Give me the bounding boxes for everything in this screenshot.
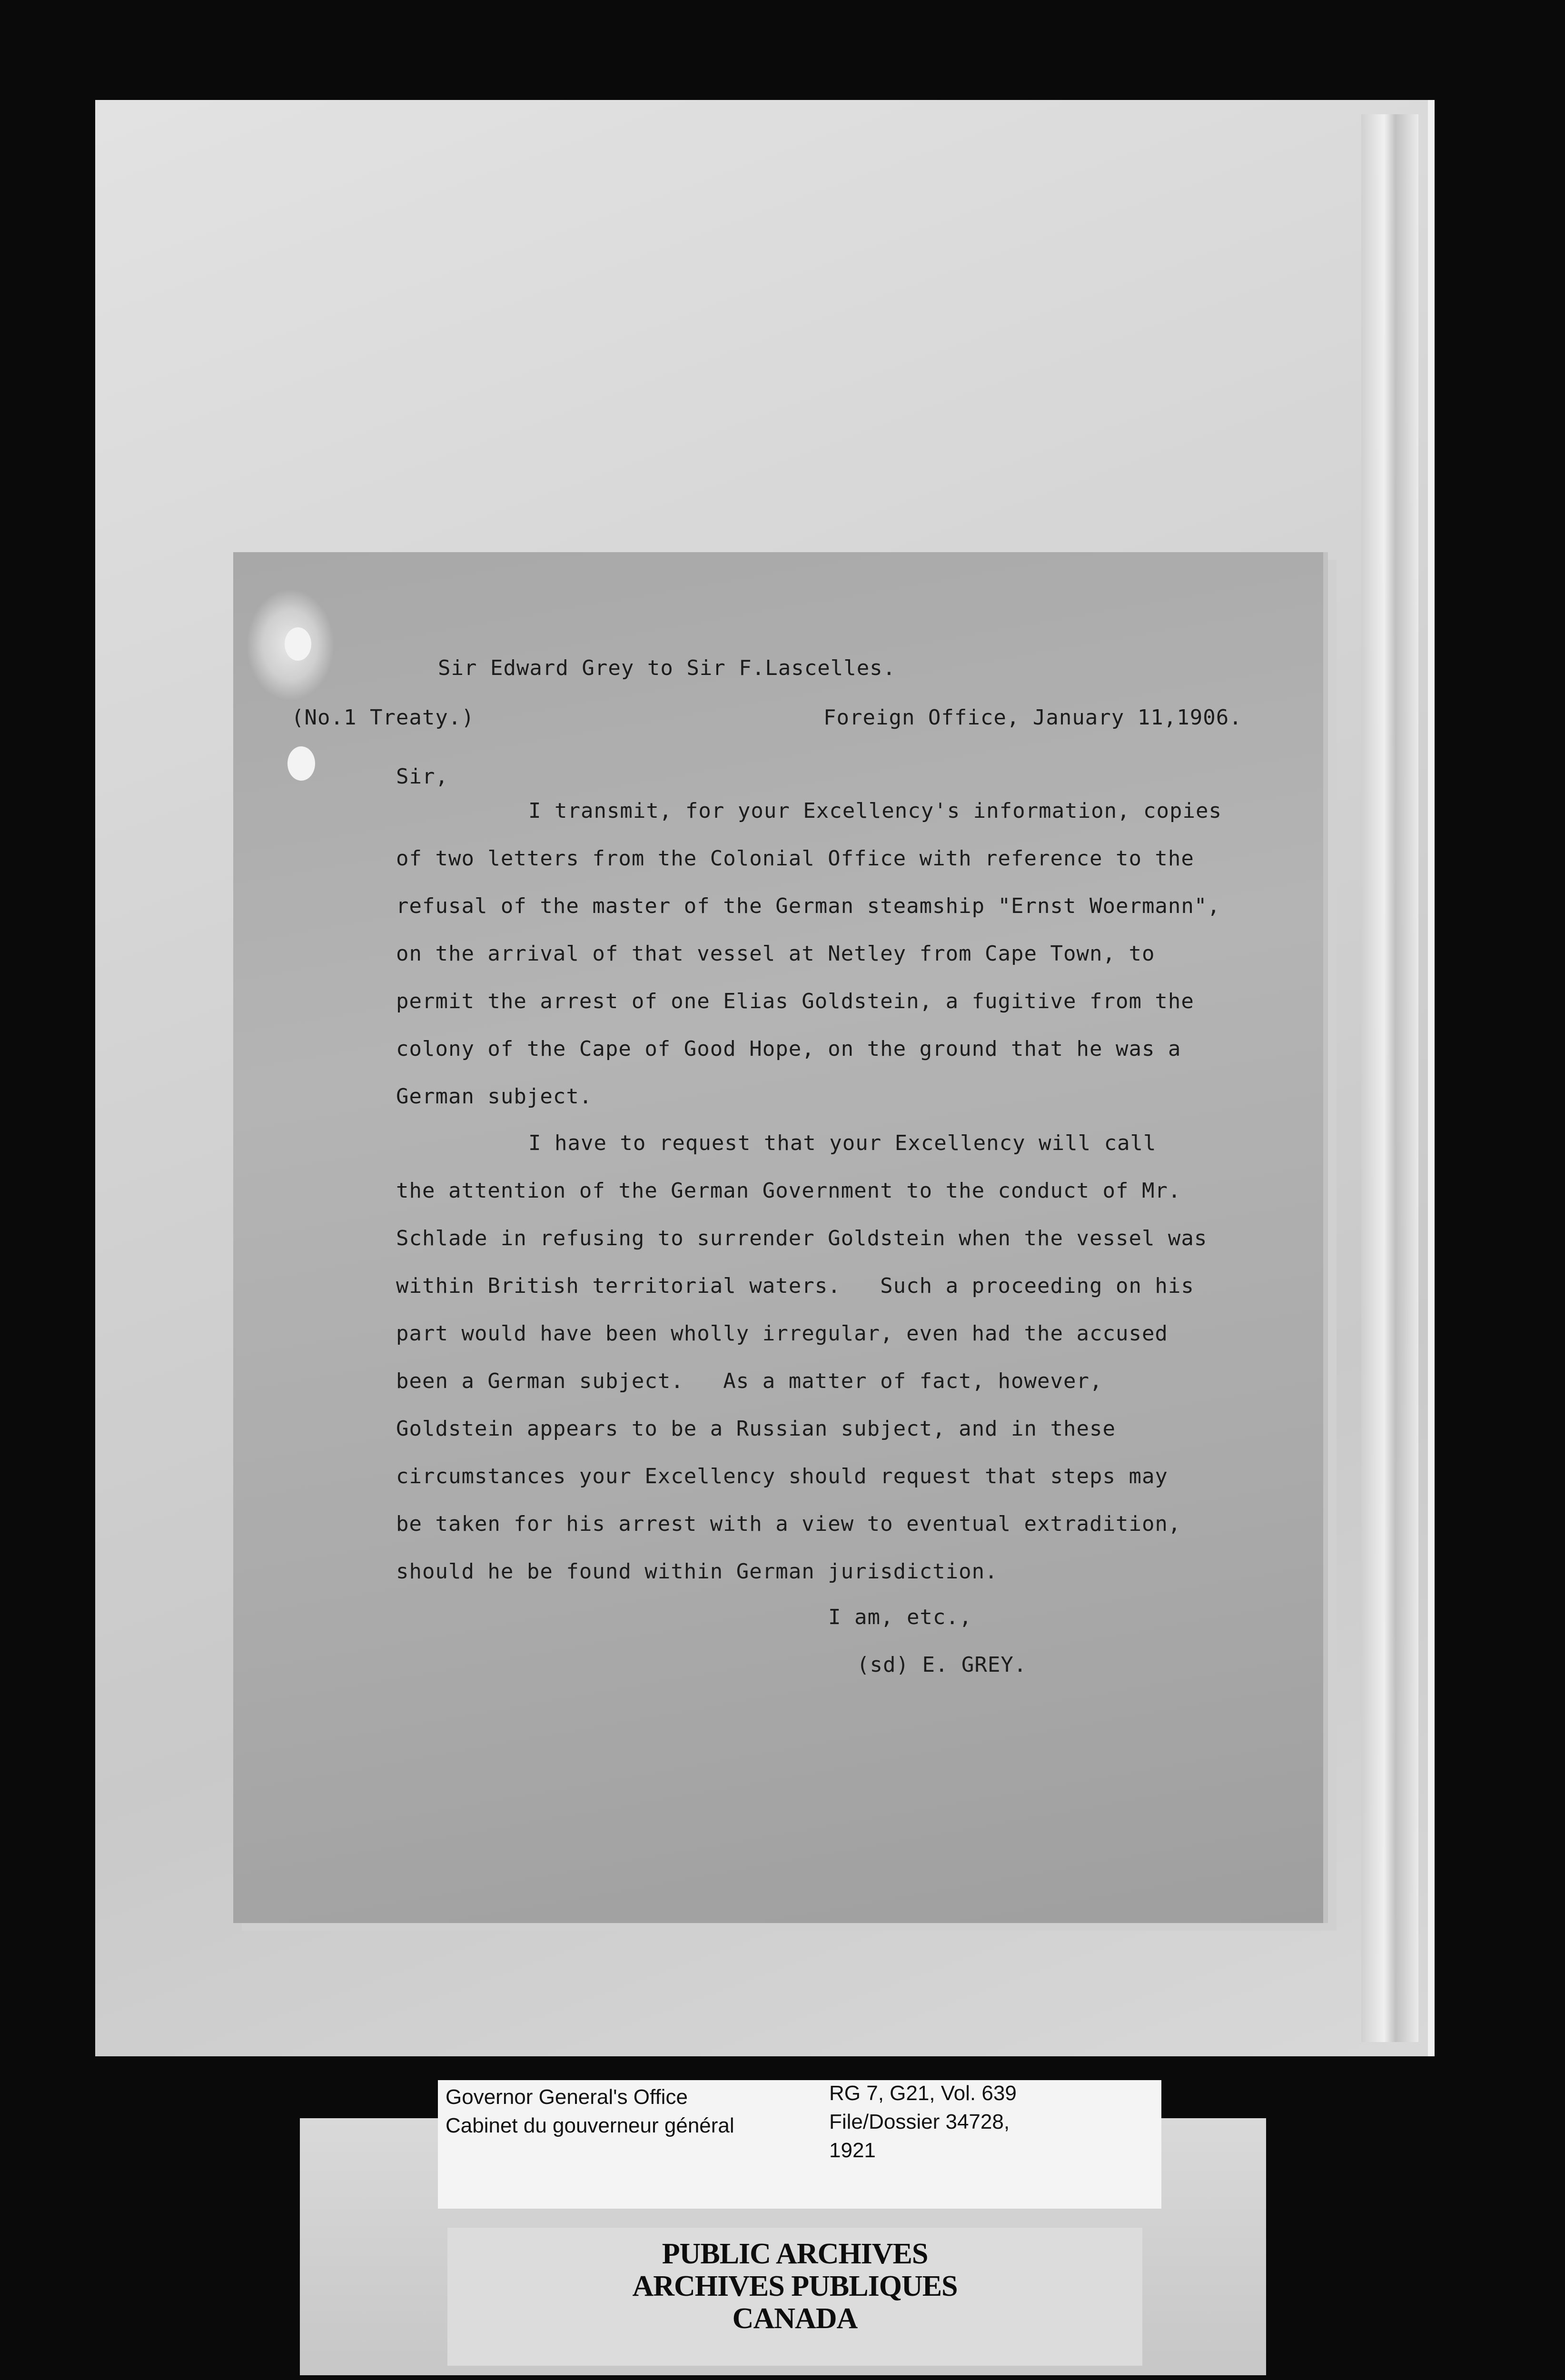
body-line: within British territorial waters. Such a proceeding on his <box>396 1274 1194 1298</box>
office-name-french: Cabinet du gouverneur général <box>446 2114 734 2137</box>
body-line: part would have been wholly irregular, even had the accused <box>396 1321 1168 1346</box>
body-line: circumstances your Excellency should request that steps may <box>396 1464 1168 1488</box>
body-line: been a German subject. As a matter of fact, however, <box>396 1369 1103 1393</box>
punch-hole <box>287 746 315 781</box>
sheet-edge <box>1361 114 1418 2042</box>
file-reference: File/Dossier 34728, <box>829 2110 1010 2133</box>
body-line: permit the arrest of one Elias Goldstein, a fugitive from the <box>396 989 1194 1013</box>
salutation: Sir, <box>396 764 448 789</box>
body-line: Goldstein appears to be a Russian subject, and in these <box>396 1417 1116 1441</box>
body-line: Schlade in refusing to surrender Goldstein when the vessel was <box>396 1226 1208 1250</box>
archive-stamp-line: PUBLIC ARCHIVES <box>662 2238 928 2270</box>
archive-stamp-line: CANADA <box>732 2302 858 2335</box>
letter-heading: Sir Edward Grey to Sir F.Lascelles. <box>438 656 896 680</box>
body-line: I have to request that your Excellency will call <box>528 1131 1157 1155</box>
body-line: the attention of the German Government to the conduct of Mr. <box>396 1179 1181 1203</box>
signature: (sd) E. GREY. <box>857 1653 1027 1677</box>
file-year: 1921 <box>829 2139 876 2162</box>
body-line: on the arrival of that vessel at Netley from Cape Town, to <box>396 942 1155 966</box>
body-line: of two letters from the Colonial Office with reference to the <box>396 846 1194 871</box>
body-line: I transmit, for your Excellency's information, copies <box>528 799 1222 823</box>
body-line: should he be found within German jurisdiction. <box>396 1559 998 1584</box>
treaty-reference: (No.1 Treaty.) <box>291 705 475 730</box>
body-line: colony of the Cape of Good Hope, on the ground that he was a <box>396 1037 1181 1061</box>
letter-date: Foreign Office, January 11,1906. <box>823 705 1242 730</box>
body-line: refusal of the master of the German steamship "Ernst Woermann", <box>396 894 1220 918</box>
archive-stamp-line: ARCHIVES PUBLIQUES <box>632 2270 958 2302</box>
office-name-english: Governor General's Office <box>446 2085 688 2109</box>
body-line: German subject. <box>396 1084 593 1109</box>
closing: I am, etc., <box>828 1605 972 1629</box>
record-group-reference: RG 7, G21, Vol. 639 <box>829 2082 1017 2105</box>
punch-hole <box>285 627 311 661</box>
body-line: be taken for his arrest with a view to eventual extradition, <box>396 1512 1181 1536</box>
